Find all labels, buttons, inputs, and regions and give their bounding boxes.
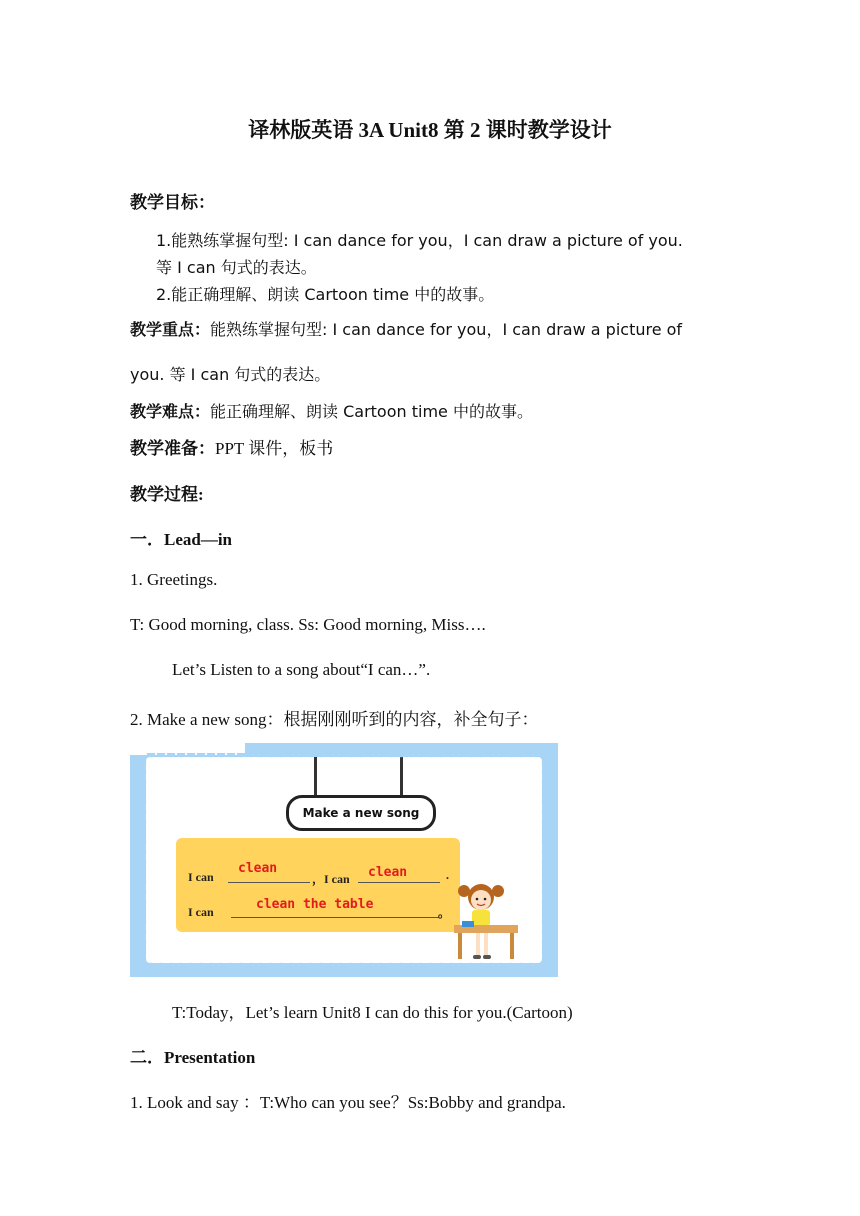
process-label: 教学过程: [130,485,204,504]
preparation [130,434,333,459]
make-a-new-song-sign: Make a new song [286,795,436,831]
song-line: Let’s Listen to a song about“I can…”. [172,660,431,679]
key-label: 教学重点： [130,320,211,339]
objective-1-line-b: 等 I can 句式的表达。 [156,258,317,277]
make-song-line: 2. Make a new song：根据刚刚听到的内容，补全句子： [130,710,539,729]
fill-in-panel [176,838,460,932]
objective-1-line-a: 1.能熟练掌握句型: I can dance for you，I can draw a picture of you. [156,231,683,250]
document-title: 译林版英语 3A Unit8 第 2 课时教学设计 [248,118,612,142]
i-can-label-1: I can [188,870,214,884]
slide-panel [146,757,542,963]
difficulty [130,399,533,422]
greeting-dialogue: T: Good morning, class. Ss: Good morning, Miss…. [130,615,486,634]
answer-3: clean the table [256,897,374,912]
answer-2: clean [368,865,408,880]
period-1: . [446,868,449,882]
look-and-say: 1. Look and say ：T:Who can you see？Ss:Bobby and grandpa. [130,1093,566,1112]
answer-1: clean [238,861,278,876]
slide-image [130,743,558,977]
girl-at-desk-illustration [446,875,526,967]
key-text-b: you. 等 I can 句式的表达。 [130,365,331,384]
period-2: 。 [438,906,451,920]
section-lead-in: 一．Lead—in [130,530,233,549]
difficulty-label: 教学难点： [130,402,211,421]
transition-line: T:Today，Let’s learn Unit8 I can do this for you.(Cartoon) [172,1003,573,1022]
prep-text: PPT 课件，板书 [215,439,334,458]
key-points [130,317,682,340]
objective-2: 2.能正确理解、朗读 Cartoon time 中的故事。 [156,285,495,304]
i-can-label-comma: ，I can [312,872,350,886]
prep-label: 教学准备： [130,439,215,458]
difficulty-text: 能正确理解、朗读 Cartoon time 中的故事。 [210,402,533,421]
objectives-label: 教学目标： [130,193,215,212]
i-can-label-2: I can [188,905,214,919]
section-presentation: 二．Presentation [130,1048,256,1067]
key-text-a: 能熟练掌握句型: I can dance for you，I can draw a picture of [210,320,683,339]
greetings: 1. Greetings. [130,570,218,589]
